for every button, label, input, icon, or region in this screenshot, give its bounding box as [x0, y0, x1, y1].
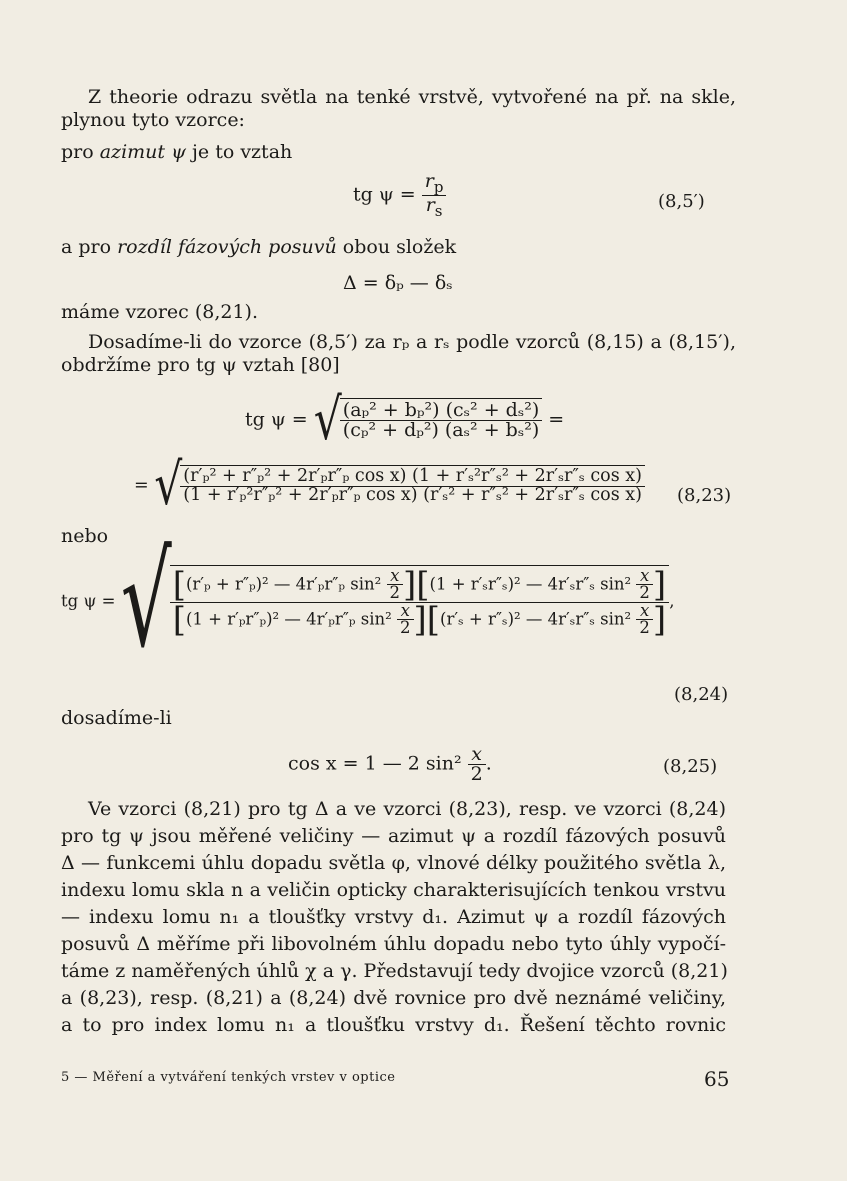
equation-8-5-prime: [353, 172, 446, 219]
eq-8-23-num1: (aₚ² + bₚ²) (cₛ² + dₛ²): [340, 401, 542, 421]
eq-8-24-denominator: [(1 + r′ₚr″ₚ)² — 4r′ₚr″ₚ sin² $\frac{x}{2}$ ][(r′ₛ + r″ₛ)² — 4r′ₛr″ₛ sin² $\frac{x}{2}$ ]: [172, 599, 667, 640]
eq-8-24-num-b: (1 + r′ₛr″ₛ)² — 4r′ₛr″ₛ sin²: [429, 574, 632, 593]
equation-number-8-24: (8,24): [674, 684, 729, 705]
sqrt-icon: √: [154, 452, 183, 519]
half-angle: [468, 745, 486, 784]
eq-8-24-den-a: (1 + r′ₚr″ₚ)² — 4r′ₚr″ₚ sin²: [185, 609, 392, 628]
half-angle: [397, 600, 414, 637]
nebo: nebo: [61, 525, 109, 547]
eq-8-23-lhs: tg ψ =: [245, 408, 308, 431]
equation-number-8-23: (8,23): [677, 485, 732, 506]
half-den: 2: [400, 618, 411, 637]
phase-intro: [61, 238, 456, 257]
half-den: 2: [639, 583, 650, 602]
paragraph-line-2: plynou tyto vzorce:: [61, 109, 245, 131]
paragraph2-line-1: Dosadíme-li do vzorce (8,5′) za rₚ a rₛ podle vzorců (8,15) a (8,15′),: [88, 331, 736, 353]
half-angle: [636, 600, 653, 637]
paragraph-line-1: Z theorie odrazu světla na tenké vrstvě, vytvořené na př. na skle,: [88, 86, 736, 108]
mame-vzorec: máme vzorec (8,21).: [61, 301, 259, 323]
eq-8-24-den-b: (r′ₛ + r″ₛ)² — 4r′ₛr″ₛ sin²: [440, 609, 632, 628]
eq-8-24-num-a: (r′ₚ + r″ₚ)² — 4r′ₚr″ₚ sin²: [185, 574, 382, 593]
eq-8-24-trail: ,: [669, 591, 675, 611]
half-num: x: [400, 600, 410, 620]
equation-number-8-5-prime: (8,5′): [658, 191, 705, 212]
paragraph3-line-2: pro tg ψ jsou měřené veličiny — azimut ψ a rozdíl fázových posuvů: [61, 825, 726, 847]
paragraph3-line-7: táme z naměřených úhlů χ a γ. Představují tedy dvojice vzorců (8,21): [61, 960, 728, 982]
eq-8-23-lead-eq: =: [134, 475, 149, 496]
half-angle: [387, 565, 404, 602]
footer-title: 5 — Měření a vytváření tenkých vrstev v optice: [61, 1070, 396, 1085]
paragraph3-line-4: indexu lomu skla n a veličin opticky charakterisujících tenkou vrstvu: [61, 879, 726, 901]
eq-8-24-frac: [170, 564, 670, 640]
eq-8-23-eq-sign: =: [548, 408, 565, 431]
phase-term: rozdíl fázových posuvů: [117, 236, 337, 258]
half-num: x: [640, 565, 650, 585]
eq-8-23-den1: (cₚ² + dₚ²) (aₛ² + bₛ²): [342, 419, 540, 441]
eq-8-5p-fraction: [422, 172, 447, 219]
eq-8-25-lhs: cos x = 1 — 2 sin²: [288, 752, 462, 775]
phase-prefix: a pro: [61, 236, 118, 258]
paragraph3-line-5: — indexu lomu n₁ a tloušťky vrstvy d₁. Azimut ψ a rozdíl fázových: [61, 906, 726, 928]
paragraph3-line-6: posuvů Δ měříme při libovolném úhlu dopadu nebo tyto úhly vypočí-: [61, 933, 726, 955]
equation-8-25: [288, 745, 492, 784]
equation-number-8-25: (8,25): [663, 756, 718, 777]
eq-8-23-den2: (1 + r′ₚ²r″ₚ² + 2r′ₚr″ₚ cos x) (r′ₛ² + r″ₛ² + 2r′ₛr″ₛ cos x): [183, 484, 642, 505]
eq-8-5p-num-sub: p: [433, 177, 444, 196]
azimut-suffix: je to vztah: [185, 141, 293, 163]
sqrt-icon: √: [120, 526, 172, 676]
equation-delta: Δ = δₚ — δₛ: [343, 272, 453, 294]
dosadime: dosadíme-li: [61, 707, 172, 729]
equation-8-23-part1: [245, 386, 565, 453]
eq-8-23-frac1: [340, 401, 542, 440]
half-den: 2: [389, 583, 400, 602]
eq-8-23-num2: (r′ₚ² + r″ₚ² + 2r′ₚr″ₚ cos x) (1 + r′ₛ²r″ₛ² + 2r′ₛr″ₛ cos x): [180, 468, 645, 487]
half-num: x: [471, 743, 483, 765]
eq-8-5p-den: r: [425, 193, 435, 216]
eq-8-5p-lhs: tg ψ =: [353, 183, 416, 206]
eq-8-24-lhs: tg ψ =: [61, 591, 116, 611]
azimut-intro: [61, 143, 292, 162]
half-den: 2: [470, 763, 483, 785]
paragraph3-line-8: a (8,23), resp. (8,21) a (8,24) dvě rovnice pro dvě neznámé veličiny,: [61, 987, 726, 1009]
phase-suffix: obou složek: [336, 236, 457, 258]
eq-8-5p-num: r: [424, 170, 434, 192]
sqrt-icon: √: [313, 386, 342, 453]
paragraph2-line-2: obdržíme pro tg ψ vztah [80]: [61, 354, 340, 376]
half-den: 2: [639, 618, 650, 637]
paragraph3-line-1: Ve vzorci (8,21) pro tg Δ a ve vzorci (8,23), resp. ve vzorci (8,24): [88, 798, 726, 820]
page-number: 65: [704, 1067, 730, 1091]
paragraph3-line-3: Δ — funkcemi úhlu dopadu světla φ, vlnové délky použitého světla λ,: [61, 852, 726, 874]
half-num: x: [390, 565, 400, 585]
half-angle: [636, 565, 653, 602]
paragraph3-line-9: a to pro index lomu n₁ a tloušťku vrstvy d₁. Řešení těchto rovnic: [61, 1014, 726, 1036]
eq-8-25-trail: .: [485, 752, 492, 775]
half-num: x: [640, 600, 650, 620]
eq-8-24-numerator: [(r′ₚ + r″ₚ)² — 4r′ₚr″ₚ sin² $\frac{x}{2}$ ][(1 + r′ₛr″ₛ)² — 4r′ₛr″ₛ sin² $\frac{x}{2}$ ]: [170, 568, 670, 603]
eq-8-5p-den-sub: s: [434, 201, 443, 220]
eq-8-23-frac2: [180, 468, 645, 504]
azimut-term: azimut ψ: [99, 141, 186, 163]
equation-8-23-part2: [134, 452, 645, 519]
azimut-prefix: pro: [61, 141, 100, 163]
